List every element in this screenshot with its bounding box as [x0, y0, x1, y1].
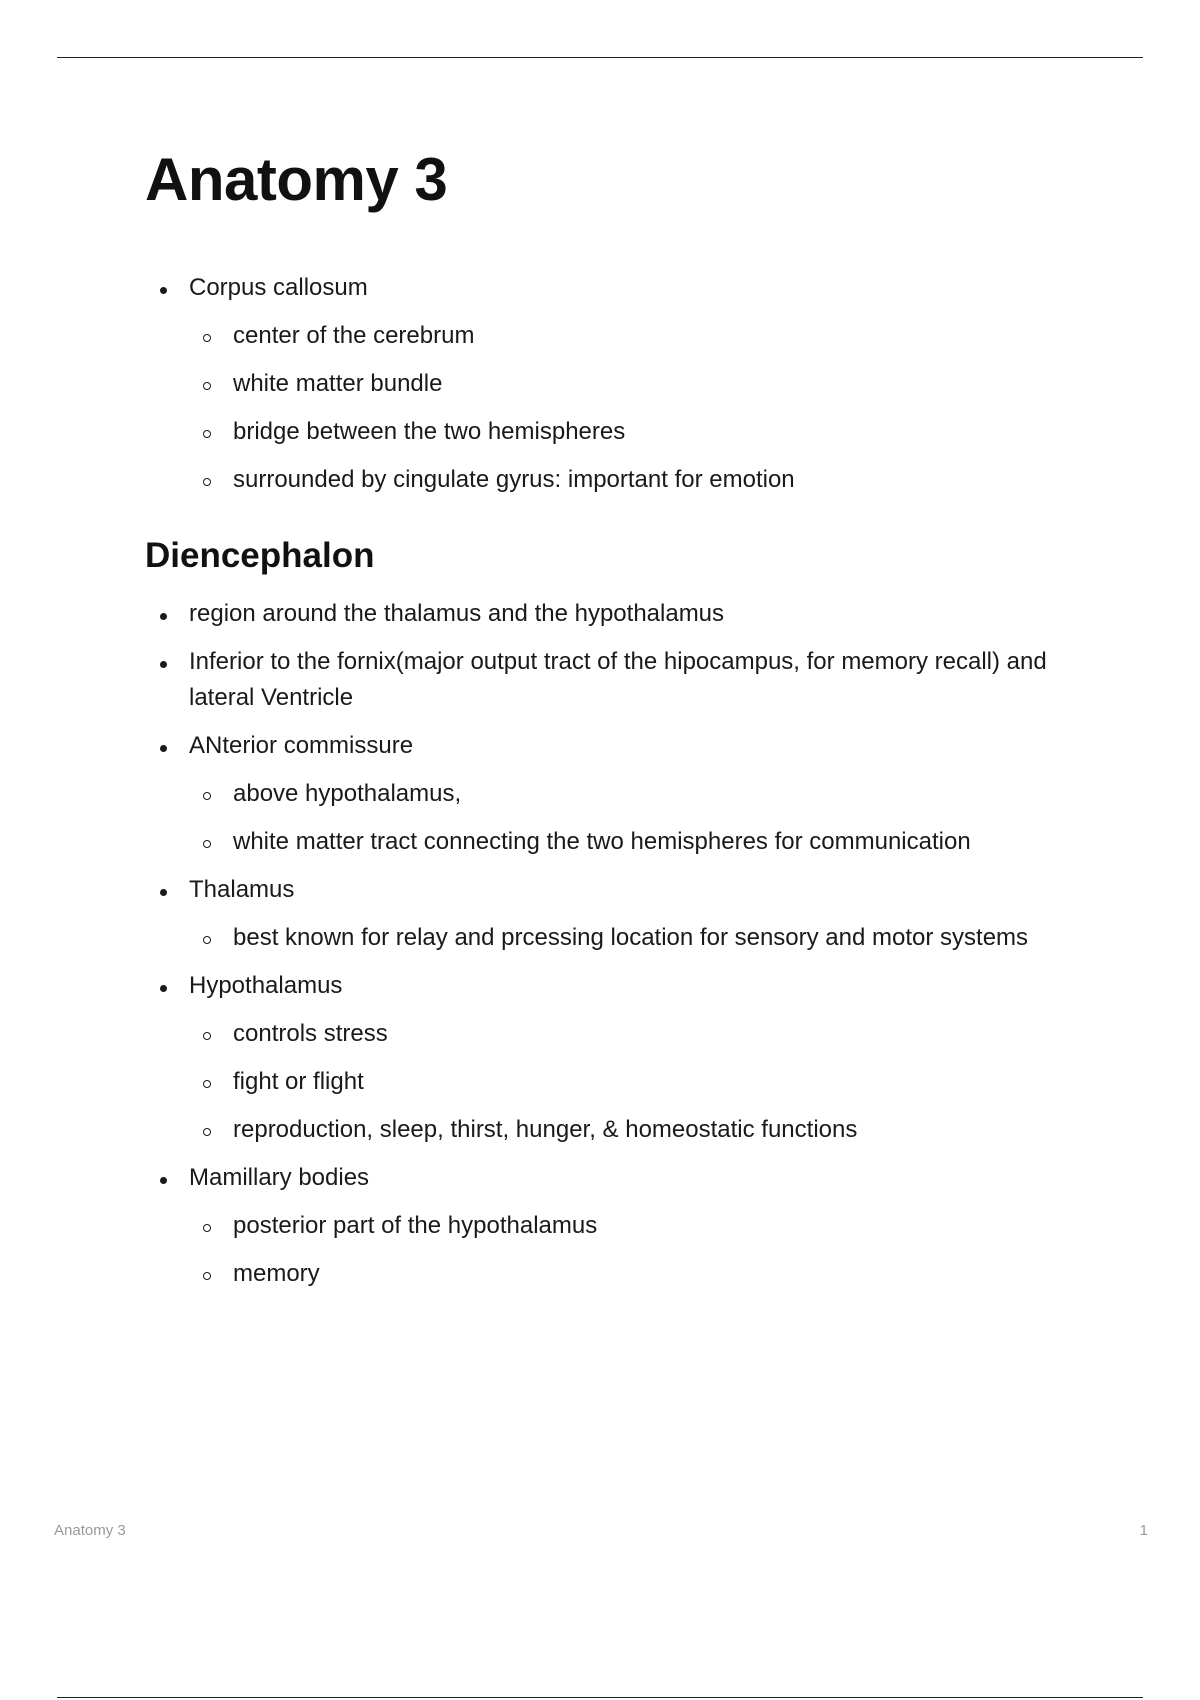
- bullet-circle-icon: [203, 1032, 211, 1040]
- footer-page-number: 1: [1139, 1522, 1148, 1539]
- sub-bullet-list: [189, 312, 1085, 504]
- list-item: [145, 590, 1085, 638]
- sub-list-item: [189, 408, 1085, 456]
- list-item: [145, 638, 1085, 722]
- top-divider: [57, 57, 1143, 58]
- sub-list-item-text: white matter bundle: [233, 370, 443, 397]
- list-item-text: Corpus callosum: [189, 274, 368, 301]
- sub-list-item-text: best known for relay and prcessing location for sensory and motor systems: [233, 924, 1029, 951]
- bullet-list: [145, 590, 1085, 1298]
- sub-list-item: [189, 1010, 1085, 1058]
- bullet-disc-icon: [160, 1177, 167, 1184]
- sub-list-item-text: white matter tract connecting the two hemispheres for communication: [233, 828, 971, 855]
- sub-list-item-text: posterior part of the hypothalamus: [233, 1212, 598, 1239]
- sub-list-item: [189, 360, 1085, 408]
- bullet-circle-icon: [203, 840, 211, 848]
- list-item: [145, 264, 1085, 504]
- bullet-disc-icon: [160, 889, 167, 896]
- bottom-divider: [57, 1697, 1143, 1698]
- section-diencephalon: [145, 590, 1085, 1298]
- bullet-disc-icon: [160, 287, 167, 294]
- list-item: [145, 722, 1085, 866]
- sub-list-item: [189, 1202, 1085, 1250]
- sub-list-item: [189, 914, 1085, 962]
- sub-list-item-text: above hypothalamus,: [233, 780, 462, 807]
- sub-list-item-text: controls stress: [233, 1020, 388, 1047]
- bullet-circle-icon: [203, 792, 211, 800]
- sub-list-item-text: fight or flight: [233, 1068, 364, 1095]
- sub-list-item: [189, 770, 1085, 818]
- list-item-text: Inferior to the fornix(major output tract of the hipocampus, for memory recall) and lateral Ventricle: [189, 648, 1047, 711]
- sub-list-item: [189, 456, 1085, 504]
- page-title: Anatomy 3: [145, 146, 448, 213]
- bullet-circle-icon: [203, 382, 211, 390]
- list-item: [145, 962, 1085, 1154]
- sub-list-item-text: surrounded by cingulate gyrus: important for emotion: [233, 466, 795, 493]
- sub-bullet-list: [189, 914, 1085, 962]
- sub-list-item: [189, 1250, 1085, 1298]
- list-item-text: Mamillary bodies: [189, 1164, 370, 1191]
- bullet-list: [145, 264, 1085, 504]
- list-item-text: ANterior commissure: [189, 732, 414, 759]
- bullet-circle-icon: [203, 478, 211, 486]
- list-item: [145, 1154, 1085, 1298]
- bullet-circle-icon: [203, 430, 211, 438]
- sub-list-item-text: reproduction, sleep, thirst, hunger, & homeostatic functions: [233, 1116, 858, 1143]
- bullet-circle-icon: [203, 936, 211, 944]
- list-item-text: Thalamus: [189, 876, 295, 903]
- document-page: [145, 140, 1085, 1298]
- bullet-circle-icon: [203, 334, 211, 342]
- bullet-circle-icon: [203, 1080, 211, 1088]
- footer-doc-name: Anatomy 3: [54, 1522, 126, 1539]
- list-item-text: region around the thalamus and the hypothalamus: [189, 600, 725, 627]
- sub-bullet-list: [189, 770, 1085, 866]
- sub-list-item: [189, 312, 1085, 360]
- bullet-circle-icon: [203, 1224, 211, 1232]
- sub-list-item: [189, 818, 1085, 866]
- list-item-text: Hypothalamus: [189, 972, 343, 999]
- sub-bullet-list: [189, 1010, 1085, 1154]
- bullet-disc-icon: [160, 745, 167, 752]
- bullet-disc-icon: [160, 613, 167, 620]
- bullet-circle-icon: [203, 1272, 211, 1280]
- sub-list-item: [189, 1058, 1085, 1106]
- section-corpus-callosum: [145, 264, 1085, 504]
- section-heading-diencephalon: Diencephalon: [145, 536, 375, 575]
- sub-list-item-text: center of the cerebrum: [233, 322, 475, 349]
- sub-list-item-text: memory: [233, 1260, 320, 1287]
- sub-bullet-list: [189, 1202, 1085, 1298]
- bullet-disc-icon: [160, 985, 167, 992]
- list-item: [145, 866, 1085, 962]
- bullet-circle-icon: [203, 1128, 211, 1136]
- sub-list-item-text: bridge between the two hemispheres: [233, 418, 626, 445]
- bullet-disc-icon: [160, 661, 167, 668]
- sub-list-item: [189, 1106, 1085, 1154]
